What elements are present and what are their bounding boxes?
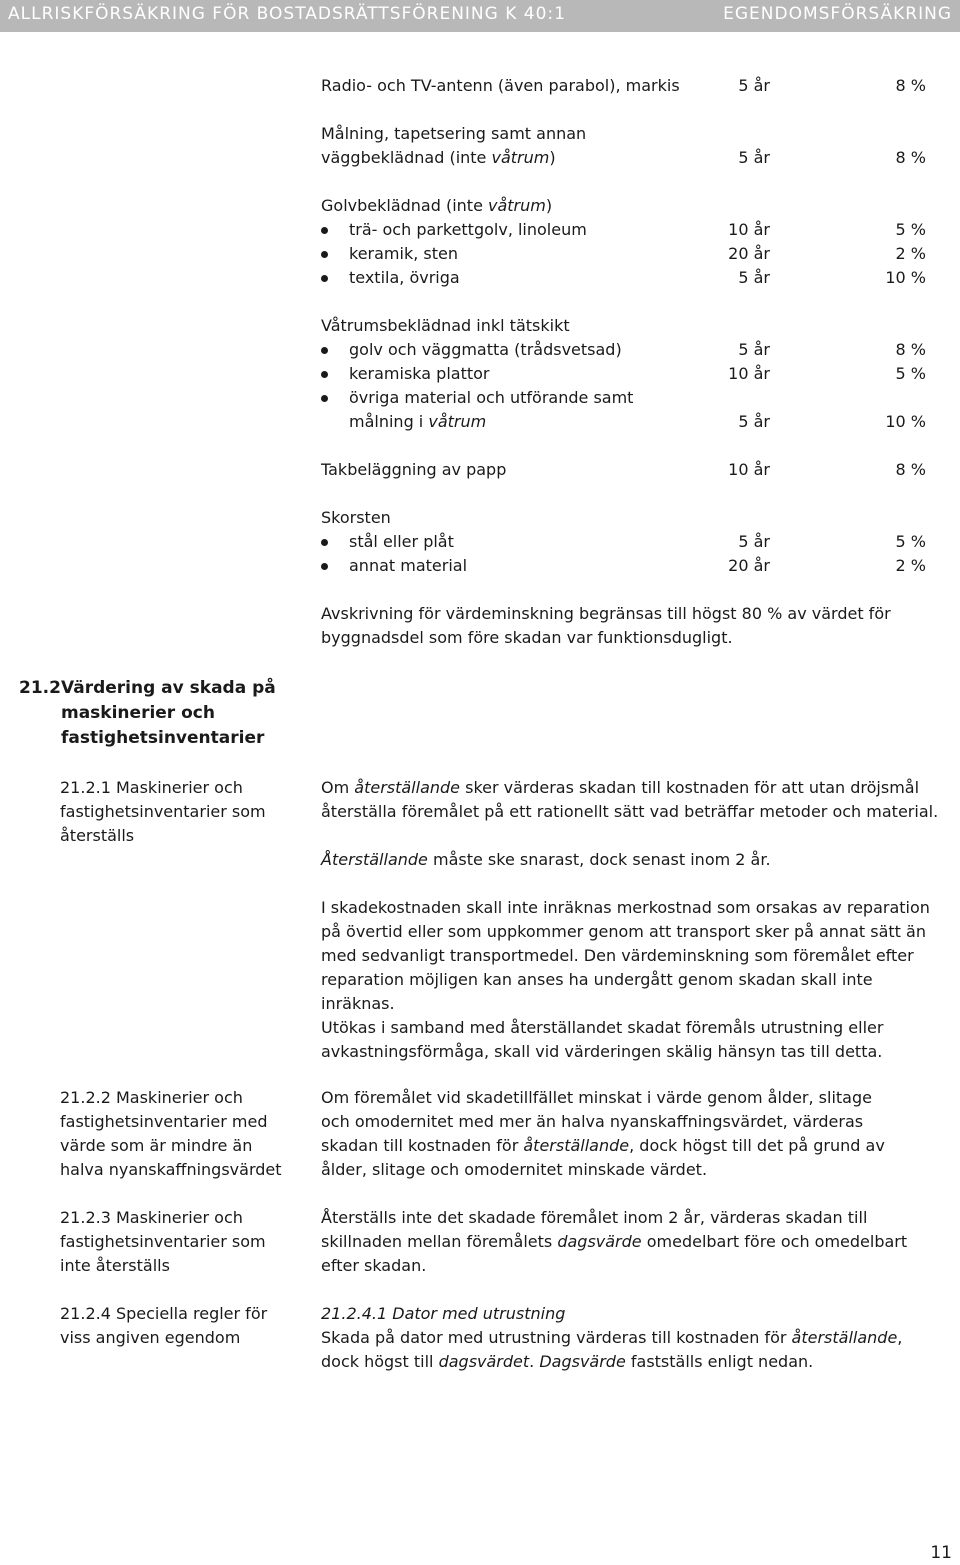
paragraph: Återställs inte det skadade föremålet inom 2 år, värderas skadan till skillnaden mellan föremålets dagsvärde omedelbart före och omedelbart efter skadan.	[321, 1208, 908, 1275]
paragraph: Skada på dator med utrustning värderas till kostnaden för återställande, dock högst till dagsvärdet. Dagsvärde fastställs enligt nedan.	[321, 1328, 903, 1371]
header-left-title: ALLRISKFÖRSÄKRING FÖR BOSTADSRÄTTSFÖRENING K 40:1	[8, 4, 566, 24]
subsection-heading: 21.2.1 Maskinerier och fastighetsinventarier som återställs	[60, 778, 266, 845]
row-years: 5 år	[738, 532, 770, 551]
paragraph: Återställande måste ske snarast, dock senast inom 2 år.	[321, 850, 771, 869]
row-label: väggbeklädnad (inte våtrum)	[321, 148, 556, 167]
paragraph: Om återställande sker värderas skadan till kostnaden för att utan dröjsmål återställa föremålet på ett rationellt sätt vad beträffar metoder och material.	[321, 778, 939, 821]
row-years: 20 år	[728, 556, 770, 575]
subheading: 21.2.4.1 Dator med utrustning	[321, 1304, 566, 1323]
row-percent: 8 %	[895, 340, 926, 359]
row-years: 10 år	[728, 460, 770, 479]
row-percent: 8 %	[895, 76, 926, 95]
row-years: 20 år	[728, 244, 770, 263]
table-row	[0, 362, 960, 386]
group-heading: Golvbeklädnad (inte våtrum)	[321, 196, 553, 215]
table-row	[0, 266, 960, 290]
table-row	[0, 242, 960, 266]
table-group-heading	[0, 314, 960, 338]
row-label: golv och väggmatta (trådsvetsad)	[349, 340, 622, 359]
table-row	[0, 386, 960, 410]
subsection-body	[321, 1302, 941, 1374]
subsection-body	[321, 896, 941, 1016]
table-row	[0, 410, 960, 434]
row-years: 5 år	[738, 268, 770, 287]
row-percent: 2 %	[895, 244, 926, 263]
paragraph: I skadekostnaden skall inte inräknas merkostnad som orsakas av reparation på övertid eller som uppkommer genom att transport sker på annat sätt än med sedvanligt transportmedel. Den värdeminskning som föremålet efter reparation möjligen kan anses ha undergått genom skadan skall inte inräknas.	[321, 898, 930, 1013]
row-percent: 8 %	[895, 148, 926, 167]
row-percent: 5 %	[895, 364, 926, 383]
table-group-heading	[0, 506, 960, 530]
group-heading: Våtrumsbeklädnad inkl tätskikt	[321, 316, 570, 335]
group-heading: Skorsten	[321, 508, 391, 527]
table-row	[0, 122, 960, 146]
subsection-body	[321, 776, 941, 824]
bullet-icon	[321, 251, 328, 258]
table-row	[0, 338, 960, 362]
page-number: 11	[930, 1543, 952, 1563]
row-label: Målning, tapetsering samt annan	[321, 124, 587, 143]
row-label: annat material	[349, 556, 468, 575]
row-years: 5 år	[738, 76, 770, 95]
paragraph: Utökas i samband med återställandet skadat föremåls utrustning eller avkastningsförmåga, skall vid värderingen skälig hänsyn tas till detta.	[321, 1018, 884, 1061]
row-years: 5 år	[738, 340, 770, 359]
row-label: Radio- och TV-antenn (även parabol), markis	[321, 76, 680, 95]
row-years: 10 år	[728, 220, 770, 239]
table-row	[0, 554, 960, 578]
table-row	[0, 458, 960, 482]
bullet-icon	[321, 395, 328, 402]
subsection-body	[321, 1206, 941, 1278]
bullet-icon	[321, 347, 328, 354]
row-label: keramiska plattor	[349, 364, 490, 383]
subsection-body	[321, 848, 941, 872]
row-years: 10 år	[728, 364, 770, 383]
table-row	[0, 530, 960, 554]
table-row	[0, 74, 960, 98]
subsection-body	[321, 1016, 941, 1064]
section-title: Värdering av skada på maskinerier och fastighetsinventarier	[61, 678, 276, 748]
subsection-heading: 21.2.3 Maskinerier och fastighetsinventarier som inte återställs	[60, 1208, 266, 1275]
table-group-heading	[0, 194, 960, 218]
row-percent: 5 %	[895, 220, 926, 239]
subsection-heading: 21.2.2 Maskinerier och fastighetsinventarier med värde som är mindre än halva nyanskaffningsvärdet	[60, 1088, 282, 1179]
subsection-heading: 21.2.4 Speciella regler för viss angiven egendom	[60, 1304, 268, 1347]
row-label: trä- och parkettgolv, linoleum	[349, 220, 587, 239]
row-percent: 5 %	[895, 532, 926, 551]
row-label: övriga material och utförande samt	[349, 388, 634, 407]
table-row	[0, 146, 960, 170]
row-percent: 8 %	[895, 460, 926, 479]
row-percent: 10 %	[885, 268, 926, 287]
row-years: 5 år	[738, 412, 770, 431]
row-label: målning i våtrum	[349, 412, 487, 431]
bullet-icon	[321, 563, 328, 570]
bullet-icon	[321, 371, 328, 378]
bullet-icon	[321, 275, 328, 282]
subsection-body	[321, 1086, 896, 1182]
row-percent: 10 %	[885, 412, 926, 431]
depreciation-note: Avskrivning för värdeminskning begränsas till högst 80 % av värdet för byggnadsdel som före skadan var funktionsdugligt.	[321, 604, 891, 647]
bullet-icon	[321, 227, 328, 234]
bullet-icon	[321, 539, 328, 546]
row-label: textila, övriga	[349, 268, 460, 287]
row-years: 5 år	[738, 148, 770, 167]
paragraph: Om föremålet vid skadetillfället minskat i värde genom ålder, slitage och omodernitet med mer än halva nyanskaffningsvärdet, värderas skadan till kostnaden för återställande, dock högst till det på grund av ålder, slitage och omodernitet minskade värdet.	[321, 1088, 885, 1179]
header-right-title: EGENDOMSFÖRSÄKRING	[723, 4, 952, 24]
section-number: 21.2	[19, 678, 61, 698]
table-row	[0, 218, 960, 242]
row-label: stål eller plåt	[349, 532, 454, 551]
row-label: keramik, sten	[349, 244, 458, 263]
row-label: Takbeläggning av papp	[321, 460, 507, 479]
page-header	[0, 0, 960, 32]
row-percent: 2 %	[895, 556, 926, 575]
